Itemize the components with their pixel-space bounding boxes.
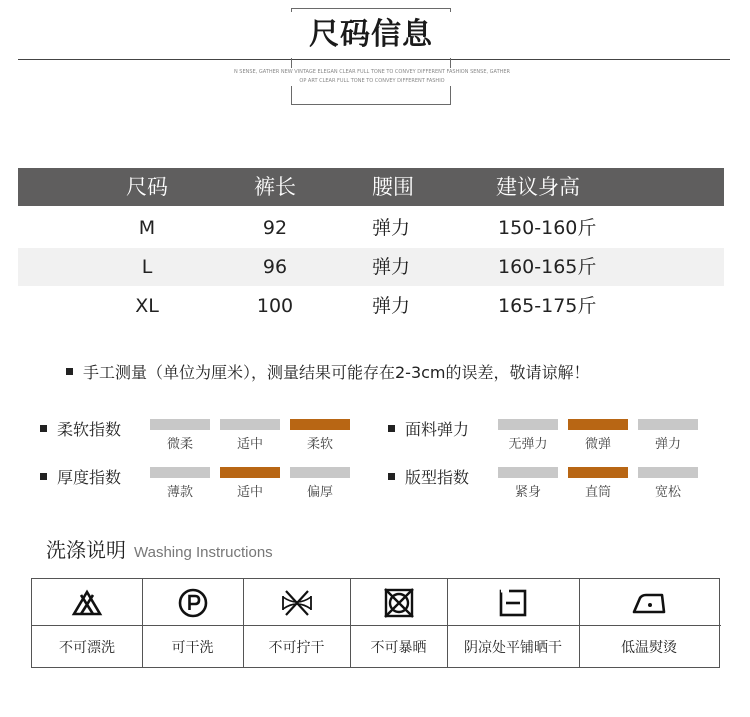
cell-size: XL <box>135 295 159 317</box>
no-wring-icon <box>243 587 350 619</box>
header-subtitle-line2: OP ART CLEAR FULL TONE TO CONVEY DIFFERENT FASHIO <box>299 78 445 84</box>
bullet-icon <box>40 425 47 432</box>
cell-length: 92 <box>262 217 288 239</box>
wash-item-label: 不可暴晒 <box>370 640 427 656</box>
index-option-label: 宽松 <box>654 485 681 500</box>
index-option-label: 柔软 <box>306 437 333 452</box>
index-option-label: 紧身 <box>514 485 541 500</box>
cell-length: 96 <box>262 256 288 278</box>
bullet-icon <box>388 425 395 432</box>
no-tumble-dry-icon <box>350 587 447 619</box>
header-subtitle-line1: N SENSE, GATHER NEW VINTAGE ELEGAN CLEAR FULL TONE TO CONVEY DIFFERENT FASHION SENSE, GATHER <box>233 69 511 75</box>
table-row <box>18 209 724 247</box>
index-bar <box>150 419 210 430</box>
index-bar <box>290 467 350 478</box>
wash-item <box>243 579 351 667</box>
index-label <box>40 417 121 440</box>
bullet-icon <box>40 473 47 480</box>
cell-height: 165-175斤 <box>498 295 597 317</box>
index-option-label: 偏厚 <box>306 485 333 500</box>
bullet-icon <box>388 473 395 480</box>
index-label-text: 面料弹力 <box>405 420 470 439</box>
index-bar <box>290 419 350 430</box>
index-option-label: 薄款 <box>166 485 193 500</box>
wash-item-label: 阴凉处平铺晒干 <box>464 640 562 656</box>
index-label-text: 版型指数 <box>405 468 470 487</box>
index-bar <box>568 467 628 478</box>
header-height: 建议身高 <box>496 175 580 199</box>
table-row <box>18 287 724 325</box>
wash-item <box>142 579 244 667</box>
page-title: 尺码信息 <box>291 12 451 58</box>
wash-item <box>579 579 719 667</box>
washing-title-cn: 洗涤说明 <box>46 538 126 562</box>
index-option-label: 直筒 <box>584 485 611 500</box>
index-option-label: 微柔 <box>166 437 193 452</box>
washing-table <box>31 578 720 668</box>
cell-length: 100 <box>256 295 294 317</box>
header-size: 尺码 <box>126 175 168 199</box>
header-waist: 腰围 <box>372 175 414 199</box>
wash-item <box>350 579 448 667</box>
header-subtitle <box>200 68 544 86</box>
no-bleach-icon <box>32 587 142 619</box>
index-bar <box>220 419 280 430</box>
header-frame-bottom <box>291 104 451 105</box>
index-bar <box>638 467 698 478</box>
cell-waist: 弹力 <box>372 256 411 278</box>
wash-item <box>447 579 580 667</box>
index-bar <box>150 467 210 478</box>
index-option-label: 适中 <box>236 485 263 500</box>
cell-height: 150-160斤 <box>498 217 597 239</box>
index-option-label: 适中 <box>236 437 263 452</box>
wash-item-label: 可干洗 <box>171 640 214 656</box>
wash-item <box>32 579 143 667</box>
index-bar <box>498 419 558 430</box>
bullet-icon <box>66 368 73 375</box>
index-label <box>388 465 469 488</box>
cell-waist: 弹力 <box>372 295 411 317</box>
index-label <box>40 465 121 488</box>
cell-waist: 弹力 <box>372 217 411 239</box>
measurement-note <box>66 360 590 383</box>
wash-item-label: 不可拧干 <box>268 640 325 656</box>
washing-title <box>46 534 273 563</box>
wash-item-label: 不可漂洗 <box>59 640 115 656</box>
dry-flat-in-shade-icon <box>447 587 579 619</box>
measurement-note-text: 手工测量（单位为厘米），测量结果可能存在2-3cm的误差，敬请谅解！ <box>83 363 590 382</box>
washing-title-en: Washing Instructions <box>134 544 273 561</box>
index-bar <box>568 419 628 430</box>
index-option-label: 微弹 <box>584 437 611 452</box>
index-option-label: 弹力 <box>654 437 681 452</box>
index-label-text: 柔软指数 <box>57 420 122 439</box>
cell-size: M <box>138 217 156 239</box>
header-length: 裤长 <box>254 175 296 199</box>
cell-size: L <box>141 256 153 278</box>
index-label-text: 厚度指数 <box>57 468 122 487</box>
dry-clean-p-icon <box>142 587 243 619</box>
iron-low-icon <box>579 587 719 619</box>
wash-item-label: 低温熨烫 <box>621 640 677 656</box>
index-bar <box>220 467 280 478</box>
index-option-label: 无弹力 <box>508 437 548 452</box>
table-row <box>18 248 724 286</box>
index-label <box>388 417 469 440</box>
index-bar <box>638 419 698 430</box>
cell-height: 160-165斤 <box>498 256 597 278</box>
size-table-header <box>18 168 724 206</box>
index-bar <box>498 467 558 478</box>
